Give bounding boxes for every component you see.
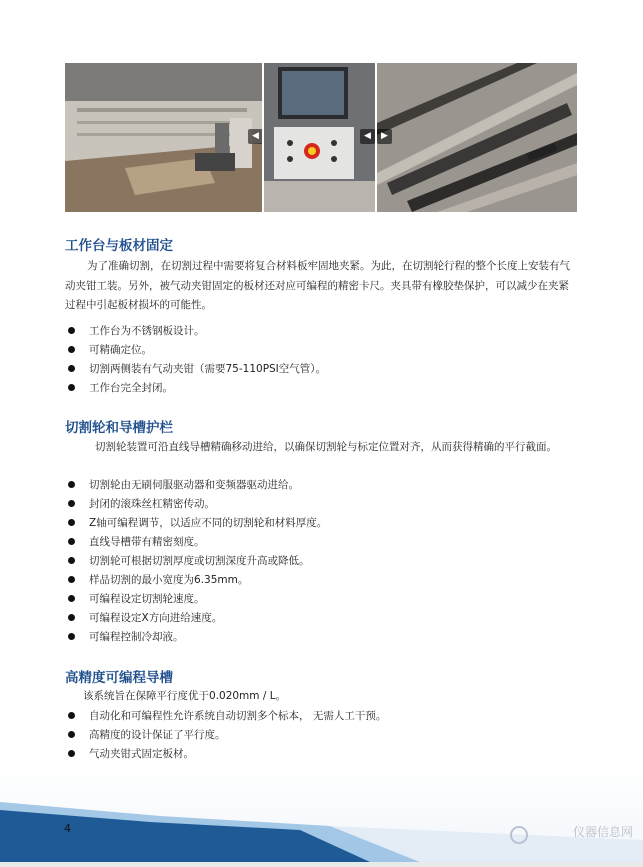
bullet-icon xyxy=(68,633,75,640)
section-intro-precision-guide: 该系统旨在保障平行度优于0.020mm / L。 xyxy=(83,690,287,702)
bullet-icon xyxy=(68,557,75,564)
bullet-icon xyxy=(68,346,75,353)
watermark-text: 仪器信息网 xyxy=(572,825,633,839)
bullet-icon xyxy=(68,595,75,602)
control-panel-illustration xyxy=(264,63,375,212)
list-item: 工作台完全封闭。 xyxy=(68,379,326,398)
bullet-icon xyxy=(68,731,75,738)
bullet-icon xyxy=(68,384,75,391)
list-item: 样品切割的最小宽度为6.35mm。 xyxy=(68,571,327,590)
list-item: 可编程设定切割轮速度。 xyxy=(68,590,327,609)
gallery-next-arrow-1[interactable]: ◀ xyxy=(248,129,262,144)
list-item: 气动夹钳式固定板材。 xyxy=(68,745,386,764)
bullet-icon xyxy=(68,481,75,488)
bullet-list-cutting-wheel xyxy=(68,476,327,647)
list-item: 封闭的滚珠丝杠精密传动。 xyxy=(68,495,327,514)
gallery-next-arrow-2[interactable]: ◀ xyxy=(360,129,375,144)
list-item: 切割轮由无刷伺服驱动器和变频器驱动进给。 xyxy=(68,476,327,495)
product-photo-strip xyxy=(65,63,577,212)
photo-worktable xyxy=(65,63,262,212)
section-title-worktable: 工作台与板材固定 xyxy=(65,238,173,254)
section-intro-worktable: 为了准确切割，在切割过程中需要将复合材料板牢固地夹紧。为此，在切割轮行程的整个长度上安装有气动夹钳工装。另外，被气动夹钳固定的板材还对应可编程的精密卡尺。夹具带有橡胶垫保护，可以减少在夹紧过程中引起板材损坏的可能性。 xyxy=(65,260,570,311)
list-item: 可编程设定X方向进给速度。 xyxy=(68,609,327,628)
bullet-icon xyxy=(68,538,75,545)
bullet-icon xyxy=(68,519,75,526)
bullet-icon xyxy=(68,500,75,507)
list-item: 切割两侧装有气动夹钳（需要75-110PSI空气管）。 xyxy=(68,360,326,379)
list-item: 直线导槽带有精密刻度。 xyxy=(68,533,327,552)
watermark-logo-icon xyxy=(510,826,528,844)
bullet-list-precision-guide xyxy=(68,707,386,764)
section-title-precision-guide: 高精度可编程导槽 xyxy=(65,670,173,686)
bullet-icon xyxy=(68,614,75,621)
bullet-icon xyxy=(68,327,75,334)
gallery-prev-arrow-3[interactable]: ▶ xyxy=(377,129,392,144)
list-item: 工作台为不锈钢板设计。 xyxy=(68,322,326,341)
bullet-icon xyxy=(68,750,75,757)
section-intro-cutting-wheel: 切割轮装置可沿直线导槽精确移动进给，以确保切割轮与标定位置对齐，从而获得精确的平行截面。 xyxy=(95,441,557,453)
photo-control-panel xyxy=(264,63,375,212)
section-title-cutting-wheel: 切割轮和导槽护栏 xyxy=(65,420,173,436)
list-item: 高精度的设计保证了平行度。 xyxy=(68,726,386,745)
list-item: 自动化和可编程性允许系统自动切割多个标本， 无需人工干预。 xyxy=(68,707,386,726)
worktable-illustration xyxy=(65,63,262,212)
bullet-list-worktable xyxy=(68,322,326,398)
bullet-icon xyxy=(68,712,75,719)
composite-strips-illustration xyxy=(377,63,577,212)
list-item: Z轴可编程调节，以适应不同的切割轮和材料厚度。 xyxy=(68,514,327,533)
bullet-icon xyxy=(68,576,75,583)
list-item: 切割轮可根据切割厚度或切割深度升高或降低。 xyxy=(68,552,327,571)
footer-wave-decoration xyxy=(0,790,643,862)
list-item: 可精确定位。 xyxy=(68,341,326,360)
list-item: 可编程控制冷却液。 xyxy=(68,628,327,647)
bullet-icon xyxy=(68,365,75,372)
photo-composite-strips xyxy=(377,63,577,212)
page-number: 4 xyxy=(64,822,71,835)
